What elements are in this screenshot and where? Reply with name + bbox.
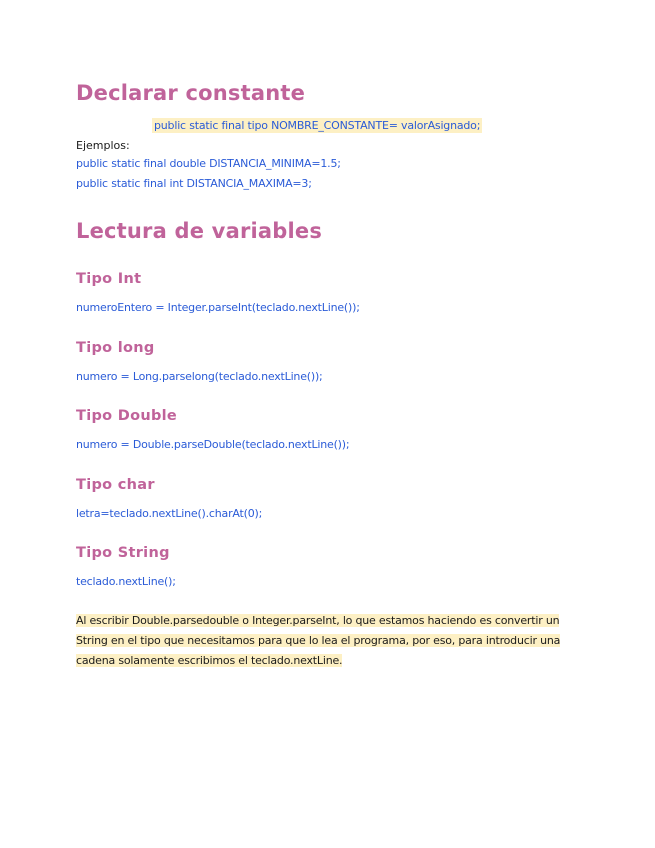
examples-label: Ejemplos:: [76, 139, 130, 152]
example-line: public static final int DISTANCIA_MAXIMA=3;: [76, 177, 312, 190]
code-tipo-string: teclado.nextLine();: [76, 575, 176, 588]
example-line: public static final double DISTANCIA_MINIMA=1.5;: [76, 157, 341, 170]
code-tipo-double: numero = Double.parseDouble(teclado.nextLine());: [76, 438, 350, 451]
heading-tipo-int: Tipo Int: [76, 271, 142, 287]
note-line: Al escribir Double.parsedouble o Integer.parseInt, lo que estamos haciendo es convertir un: [76, 614, 560, 627]
note-line: cadena solamente escribimos el teclado.nextLine.: [76, 654, 343, 667]
code-tipo-int: numeroEntero = Integer.parseInt(teclado.nextLine());: [76, 301, 360, 314]
heading-tipo-double: Tipo Double: [76, 408, 178, 424]
explanatory-note: [76, 611, 581, 671]
heading-tipo-char: Tipo char: [76, 477, 155, 493]
heading-tipo-long: Tipo long: [76, 340, 155, 356]
code-tipo-long: numero = Long.parselong(teclado.nextLine());: [76, 370, 323, 383]
constant-syntax: public static final tipo NOMBRE_CONSTANTE= valorAsignado;: [154, 119, 481, 132]
heading-lectura-de-variables: Lectura de variables: [76, 219, 323, 243]
heading-declarar-constante: Declarar constante: [76, 81, 306, 105]
note-line: String en el tipo que necesitamos para que lo lea el programa, por eso, para introducir una: [76, 634, 561, 647]
code-tipo-char: letra=teclado.nextLine().charAt(0);: [76, 507, 263, 520]
heading-tipo-string: Tipo String: [76, 545, 170, 561]
